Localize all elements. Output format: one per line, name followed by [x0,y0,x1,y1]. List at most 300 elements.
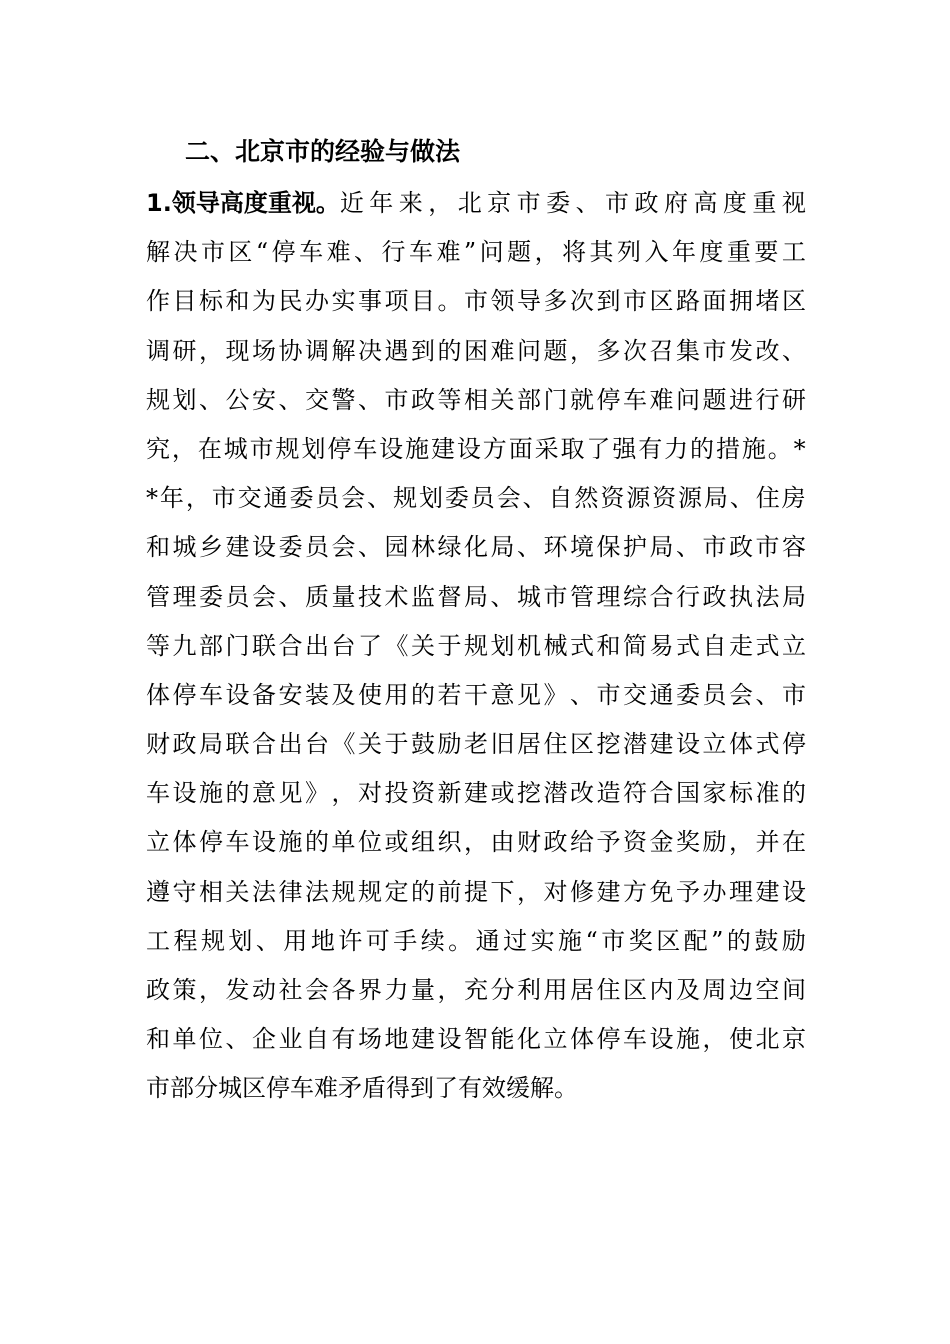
text-char: 质 [305,582,329,611]
text-char: 能 [490,1025,515,1054]
text-char: 政 [634,189,659,217]
line-text [146,573,806,622]
text-char: 给 [570,828,594,857]
text-char: 市 [211,484,236,513]
text-line [146,277,806,326]
text-char: 易 [649,631,674,660]
text-char: 设 [456,434,481,463]
text-char: 修 [570,877,594,906]
text-char: 重 [726,238,751,267]
text-char: 并 [755,828,780,857]
text-char: 、 [358,385,382,414]
text-char: 护 [623,533,647,562]
text-line [146,966,806,1015]
text-char: 相 [199,877,223,906]
line-text [146,622,806,671]
text-char: 地 [310,926,335,955]
text-char: 定 [384,877,409,906]
text-char: 资 [600,484,625,513]
text-char: 有 [638,434,663,463]
text-line [146,1015,806,1064]
text-char: 用 [283,926,308,955]
text-char: 建 [755,877,780,906]
text-char: 划 [490,631,515,660]
text-char: 遇 [384,336,409,365]
text-line [146,573,806,622]
text-char: 局 [649,533,674,562]
text-char: 员 [225,582,250,611]
body-paragraph [146,179,806,1114]
text-char: 励 [781,926,806,955]
text-char: 拥 [729,287,753,316]
text-char: 路 [676,287,700,316]
text-char: ， [185,484,210,513]
text-char: 停 [596,1025,621,1054]
text-char: 会 [341,484,366,513]
text-char: 市 [516,189,541,217]
text-char: 多 [596,336,621,365]
text-char: 立 [702,730,727,759]
text-char: 鼓 [754,926,779,955]
text-char: 北 [457,189,482,217]
text-char: 在 [197,434,222,463]
text-char: 或 [384,828,409,857]
text-char: 体 [146,680,170,709]
text-char: 委 [546,189,571,217]
text-char: ， [729,828,753,857]
line-text [146,425,806,474]
text-char: 实 [530,926,555,955]
text-char: 市 [755,533,780,562]
text-char: 民 [278,287,303,316]
text-char: 鼓 [411,730,435,759]
text-char: 重 [752,189,777,217]
text-char: 见 [278,779,303,808]
text-char: 堵 [755,287,780,316]
text-char: 的 [782,779,806,808]
text-char: 《 [331,730,356,759]
text-char: 量 [331,582,356,611]
text-char: 局 [199,730,223,759]
text-char: 警 [331,385,356,414]
text-char: 动 [252,976,276,1004]
text-char: 立 [782,631,806,660]
text-char: 造 [596,779,621,808]
text-char: 停 [782,730,806,759]
text-char: 进 [729,385,753,414]
text-char: 车 [408,238,433,267]
text-char: 用 [543,976,568,1004]
text-char: 许 [338,926,363,955]
text-line [146,671,806,720]
text-char: 难 [649,385,674,414]
text-char: 组 [411,828,435,857]
text-char: 体 [570,1025,594,1054]
text-char: 简 [623,631,647,660]
text-char: 通 [649,680,674,709]
text-char: 》 [543,680,568,709]
line-text [146,917,806,966]
text-char: 解 [146,238,170,267]
text-char: 办 [305,287,329,316]
text-char: 问 [676,385,700,414]
text-char: 综 [623,582,647,611]
text-char: 强 [612,434,637,463]
text-char: 策 [172,976,197,1004]
text-char: 的 [411,680,435,709]
text-char: 市 [601,926,626,955]
text-char: 京 [782,1025,806,1054]
text-char: 关 [490,385,515,414]
text-char: 的 [690,434,715,463]
text-char: 的 [225,779,250,808]
text-char: 出 [305,631,329,660]
text-char: 难 [326,238,351,267]
text-char: 施 [558,926,583,955]
text-char: 合 [649,779,674,808]
text-char: 、 [676,533,700,562]
text-char: ， [570,336,594,365]
text-char: 及 [676,976,700,1004]
text-char: 手 [393,926,418,955]
text-char: 、 [367,484,392,513]
text-char: 于 [437,631,462,660]
text-char: 、 [570,680,594,709]
text-char: 领 [490,287,515,316]
text-char: 委 [444,484,469,513]
text-char: 立 [146,828,170,857]
paragraph-lead-title: 1.领导高度重视。 [146,189,340,217]
text-char: 守 [172,877,197,906]
text-char: 市 [384,385,409,414]
text-char: 方 [482,434,507,463]
text-char: 方 [623,877,647,906]
text-char: 体 [172,828,197,857]
text-char: 间 [782,976,806,1004]
text-char: 政 [729,533,753,562]
text-char: 设 [379,434,404,463]
text-char: 委 [199,582,223,611]
text-char: 园 [384,533,409,562]
text-char: 协 [278,336,303,365]
text-char: 单 [331,828,356,857]
text-char: 员 [470,484,495,513]
text-char: 立 [543,1025,568,1054]
text-char: 停 [596,385,621,414]
text-line [146,868,806,917]
text-char: 和 [225,287,250,316]
text-char: 会 [331,533,356,562]
text-char: 挖 [517,779,541,808]
text-char: 设 [252,828,276,857]
text-char: 或 [490,779,515,808]
text-char: 会 [252,582,276,611]
text-char: 法 [755,582,780,611]
text-char: 化 [517,1025,541,1054]
line-text [146,868,806,917]
text-char: 绿 [437,533,462,562]
text-char: 政 [702,582,727,611]
text-char: 设 [225,680,250,709]
text-char: 改 [755,336,780,365]
text-char: 车 [623,1025,647,1054]
text-char: 单 [172,1025,197,1054]
text-char: 区 [649,287,674,316]
text-char: 题 [507,238,532,267]
text-char: 工 [781,238,806,267]
text-char: 然 [574,484,599,513]
text-char: 度 [699,238,724,267]
text-char: 到 [596,287,621,316]
text-char: 续 [420,926,445,955]
text-char: 为 [252,287,276,316]
text-char: 通 [263,484,288,513]
text-line [146,474,806,523]
text-char: 实 [331,287,356,316]
text-char: 部 [517,385,541,414]
text-char: ， [437,976,462,1004]
text-char: 规 [331,877,356,906]
text-char: 局 [490,533,515,562]
text-char: 建 [464,779,488,808]
text-char: 取 [560,434,585,463]
line-text [146,720,806,769]
text-char: ， [331,779,356,808]
text-char: 场 [252,336,276,365]
text-char: 源 [626,484,651,513]
line-text [146,818,806,867]
text-char: 智 [464,1025,488,1054]
text-char: 研 [172,336,197,365]
text-char: 走 [729,631,753,660]
text-char: 使 [729,1025,753,1054]
text-char: 公 [225,385,250,414]
text-char: 充 [464,976,488,1004]
text-char: 设 [172,779,197,808]
text-char: 设 [782,877,806,906]
text-char: 合 [252,730,276,759]
text-char: 周 [702,976,727,1004]
text-char: 理 [596,582,621,611]
text-char: 建 [225,533,250,562]
section-heading: 二、北京市的经验与做法 [185,137,461,166]
text-char: 目 [411,287,435,316]
text-char: 市 [249,434,274,463]
text-char: 关 [358,730,382,759]
text-char: 联 [225,730,250,759]
text-char: 市 [543,582,568,611]
text-line [146,327,806,376]
text-char: 交 [623,680,647,709]
text-char: ” [711,926,724,955]
text-char: 其 [589,238,614,267]
text-char: 新 [437,779,462,808]
text-char: 准 [755,779,780,808]
text-char: 式 [676,631,700,660]
text-char: 划 [301,434,326,463]
text-char: 九 [172,631,197,660]
text-char: 各 [331,976,356,1004]
text-char: 分 [490,976,515,1004]
text-char: 局 [464,582,488,611]
text-char: 城 [172,533,197,562]
text-char: 政 [146,976,170,1004]
text-char: 办 [702,877,727,906]
text-char: 规 [464,631,488,660]
text-char: 台 [305,730,329,759]
text-char: 、 [199,385,223,414]
text-char: 年 [671,238,696,267]
text-char: 、 [278,582,303,611]
text-char: 居 [570,976,594,1004]
text-char: 建 [411,1025,435,1054]
text-char: 和 [596,631,621,660]
text-char: “ [255,238,269,267]
text-line [146,228,806,277]
text-char: 年 [159,484,184,513]
text-char: 免 [649,877,674,906]
text-char: 遵 [146,877,170,906]
text-char: 术 [384,582,409,611]
text-char: 意 [252,779,276,808]
text-char: 召 [649,336,674,365]
text-char: 地 [384,1025,409,1054]
text-char: 设 [252,533,276,562]
text-char: 关 [411,631,435,660]
text-char: 难 [436,238,461,267]
text-char: 车 [146,779,170,808]
line-text [146,671,806,720]
text-char: 安 [278,680,303,709]
text-char: 多 [543,287,568,316]
text-char: 台 [331,631,356,660]
text-char: 自 [305,1025,329,1054]
text-char: 政 [172,730,197,759]
text-char: 研 [782,385,806,414]
text-char: 林 [411,533,435,562]
text-char: 划 [172,385,197,414]
text-char: 社 [278,976,303,1004]
text-char: 空 [755,976,780,1004]
text-char: 规 [200,926,225,955]
text-char: ， [428,189,453,217]
text-char: “ [585,926,598,955]
text-char: 区 [228,238,253,267]
text-char: 施 [741,434,766,463]
text-char: 调 [305,336,329,365]
text-char: 导 [517,287,541,316]
text-char: 、 [729,484,754,513]
text-char: 资 [623,828,647,857]
text-char: 区 [656,926,681,955]
text-char: 备 [252,680,276,709]
text-char: 建 [649,730,674,759]
text-char: 容 [782,533,806,562]
text-char: 市 [782,680,806,709]
text-char: 改 [570,779,594,808]
text-char: 设 [649,1025,674,1054]
text-char: 机 [517,631,541,660]
text-char: 境 [570,533,594,562]
text-char: 次 [570,287,594,316]
text-char: 企 [252,1025,276,1054]
text-char: 门 [543,385,568,414]
text-char: 车 [623,385,647,414]
text-char: 面 [508,434,533,463]
text-char: 度 [722,189,747,217]
text-char: 、 [358,533,382,562]
text-char: 边 [729,976,753,1004]
text-char: 施 [676,1025,700,1054]
text-char: 联 [252,631,276,660]
text-char: 管 [570,582,594,611]
text-char: 入 [644,238,669,267]
text-char: 措 [715,434,740,463]
text-char: 过 [503,926,528,955]
text-char: 保 [596,533,621,562]
line-text [146,769,806,818]
text-char: 在 [782,828,806,857]
text-char: ， [464,828,488,857]
text-char: 对 [358,779,382,808]
text-char: 织 [437,828,462,857]
text-char: 京 [487,189,512,217]
text-char: 困 [464,336,488,365]
text-char: 市 [605,189,630,217]
text-char: 》 [305,779,329,808]
text-char: 界 [358,976,382,1004]
text-char: 提 [464,877,488,906]
text-char: 见 [517,680,541,709]
text-char: 规 [393,484,418,513]
text-char: 老 [464,730,488,759]
text-char: 场 [358,1025,382,1054]
text-char: 位 [358,828,382,857]
text-char: 解 [331,336,356,365]
text-char: 、 [755,680,780,709]
text-char: 行 [381,238,406,267]
text-line [146,769,806,818]
text-line [146,523,806,572]
text-char: 划 [228,926,253,955]
text-char: 决 [173,238,198,267]
text-char: 市 [200,238,225,267]
text-char: 交 [305,385,329,414]
text-char: 和 [146,533,170,562]
text-char: 奖 [628,926,653,955]
text-char: 员 [305,533,329,562]
text-char: 若 [437,680,462,709]
text-char: 交 [237,484,262,513]
text-char: 的 [411,877,435,906]
text-char: 发 [225,976,250,1004]
text-line [146,720,806,769]
text-char: 意 [490,680,515,709]
text-line [146,917,806,966]
text-char: 用 [384,680,409,709]
text-char: 作 [146,287,170,316]
text-char: 委 [278,533,303,562]
text-char: 旧 [490,730,515,759]
text-char: 问 [479,238,504,267]
text-char: 会 [305,976,329,1004]
text-char: 力 [384,976,409,1004]
text-char: 设 [676,730,700,759]
text-char: 现 [225,336,250,365]
text-char: 有 [331,1025,356,1054]
text-char: 、 [517,533,541,562]
text-char: 视 [781,189,806,217]
